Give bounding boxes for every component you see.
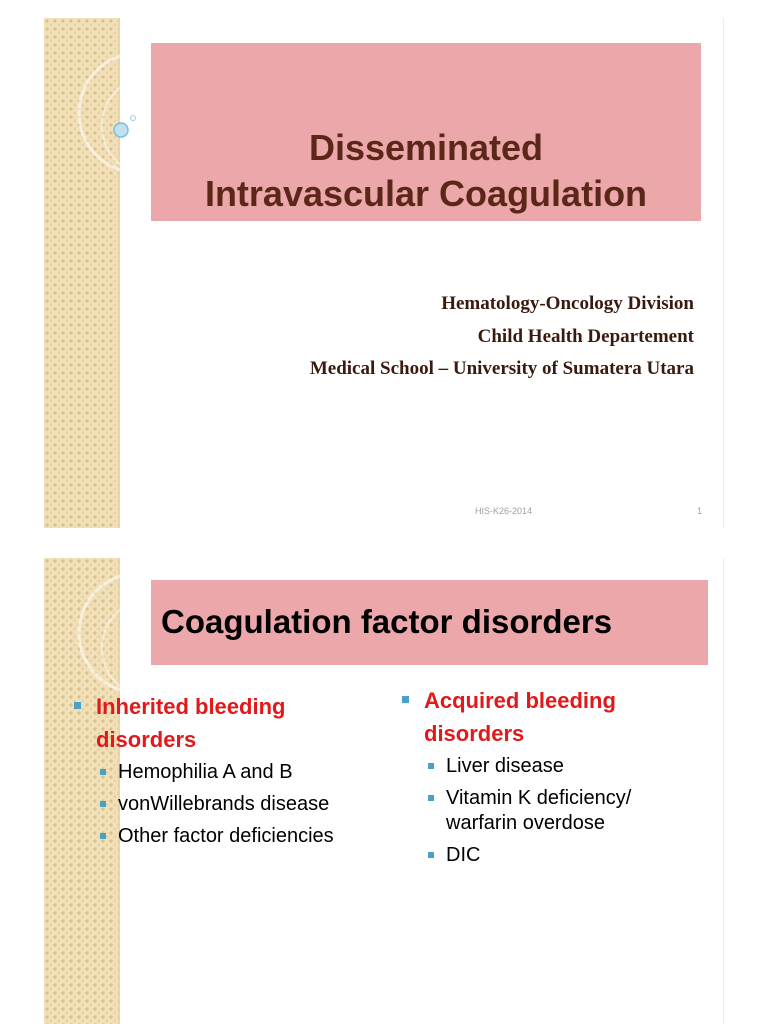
title-line-2: Intravascular Coagulation <box>204 173 648 214</box>
acquired-column <box>402 684 702 868</box>
square-bullet-icon <box>428 852 434 858</box>
list-item: Hemophilia A and B <box>74 760 374 785</box>
acquired-heading-line-2: disorders <box>424 721 525 746</box>
slide-border <box>723 558 724 1024</box>
subtitle-school: Medical School – University of Sumatera Utara <box>309 358 694 379</box>
square-bullet-icon <box>402 696 409 703</box>
list-item: vonWillebrands disease <box>74 792 374 817</box>
subtitle-block <box>310 288 694 386</box>
square-bullet-icon <box>428 795 434 801</box>
square-bullet-icon <box>100 801 106 807</box>
decorative-circles-icon <box>44 18 164 218</box>
inherited-heading-line-1: Inherited bleeding <box>96 694 286 719</box>
subtitle-department: Child Health Departement <box>477 325 694 347</box>
inherited-heading-line-2: disorders <box>96 727 197 752</box>
square-bullet-icon <box>74 702 81 709</box>
acquired-heading <box>402 684 702 750</box>
footer-code: HIS-K26-2014 <box>475 506 533 516</box>
title-box <box>151 43 701 221</box>
square-bullet-icon <box>428 763 434 769</box>
list-item: Liver disease <box>402 754 702 779</box>
inherited-heading <box>74 690 374 756</box>
square-bullet-icon <box>100 833 106 839</box>
title-line-1: Disseminated <box>308 127 544 168</box>
acquired-heading-line-1: Acquired bleeding <box>424 688 616 713</box>
title-box <box>151 580 708 665</box>
slide-title: Coagulation factor disorders <box>161 603 613 640</box>
inherited-column <box>74 690 374 849</box>
list-item: Vitamin K deficiency/ warfarin overdose <box>402 786 702 836</box>
subtitle-division: Hematology-Oncology Division <box>441 293 694 314</box>
slide-title <box>151 125 701 217</box>
square-bullet-icon <box>100 769 106 775</box>
list-item: Other factor deficiencies <box>74 824 374 849</box>
page-number: 1 <box>697 506 703 516</box>
slide-border <box>723 18 724 528</box>
list-item: DIC <box>402 843 702 868</box>
slide-2 <box>0 558 768 1024</box>
